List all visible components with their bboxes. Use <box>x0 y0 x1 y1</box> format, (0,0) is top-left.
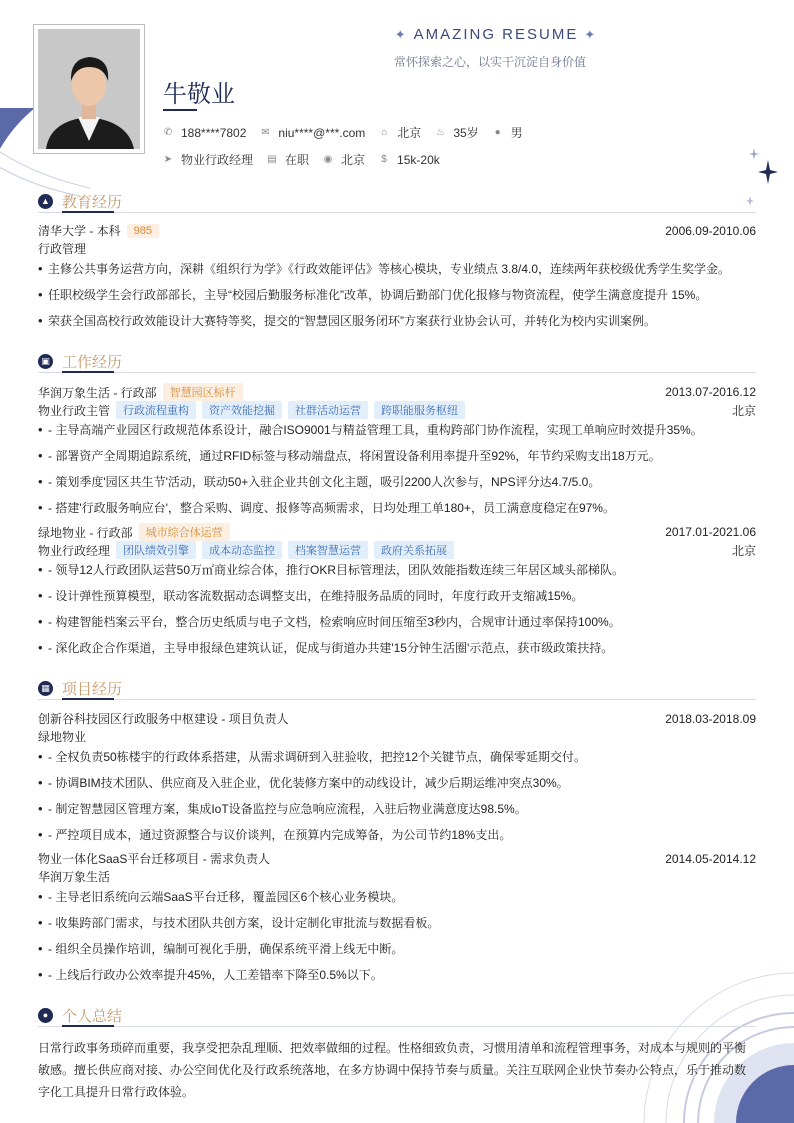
role: 物业行政经理 <box>38 543 111 558</box>
name-underline <box>163 109 197 111</box>
list-item: • - 设计弹性预算模型，联动客流数据动态调整支出，在维持服务品质的同时，年度行政开支缩减15%。 <box>38 587 758 604</box>
list-item: • 主修公共事务运营方向，深耕《组织行为学》《行政效能评估》等核心模块，专业绩点 3.8/4.0，连续两年获校级优秀学生奖学金。 <box>38 260 758 277</box>
section-divider <box>38 212 756 213</box>
company: 华润万象生活 - 行政部 <box>38 385 157 400</box>
education-major-row <box>38 240 756 257</box>
company: 绿地物业 - 行政部 <box>38 525 133 540</box>
money-icon: $ <box>381 153 387 165</box>
section-divider <box>38 1026 756 1027</box>
project-header <box>38 850 756 867</box>
skill-tag: 资产效能挖掘 <box>202 401 282 419</box>
list-item: • - 制定智慧园区管理方案，集成IoT设备监控与应急响应流程，入驻后物业满意度达98.5%。 <box>38 800 758 817</box>
skill-tag: 政府关系拓展 <box>374 541 454 559</box>
list-item: • - 构建智能档案云平台，整合历史纸质与电子文档，检索响应时间压缩至3秒内，合规审计通过率保持100%。 <box>38 613 758 630</box>
list-item: • - 搭建'行政服务响应台'，整合采购、调度、报修等高频需求，日均处理工单180+，员工满意度稳定在97%。 <box>38 499 758 516</box>
intent-status: 在职 <box>285 153 310 167</box>
section-project-title: ▦ 项目经历 <box>38 678 122 699</box>
role: 物业行政主管 <box>38 403 111 418</box>
section-divider <box>38 699 756 700</box>
list-item: • - 上线后行政办公效率提升45%，人工差错率下降至0.5%以下。 <box>38 966 758 983</box>
age: 35岁 <box>453 126 479 140</box>
slogan: 常怀探索之心，以实干沉淀自身价值 <box>393 55 586 69</box>
education-header <box>38 222 756 239</box>
intent-city: 北京 <box>341 153 366 167</box>
send-icon: ➤ <box>163 153 173 165</box>
gender: 男 <box>510 126 523 140</box>
section-summary-title: ● 个人总结 <box>38 1005 122 1026</box>
skill-tag: 社群活动运营 <box>288 401 368 419</box>
work-role-row <box>38 401 756 419</box>
section-work-title: ▣ 工作经历 <box>38 351 122 372</box>
project-date: 2018.03-2018.09 <box>665 711 756 726</box>
sparkle-decoration <box>744 146 784 210</box>
star-icon: ✦ <box>584 27 598 42</box>
list-item: • - 全权负责50栋楼宇的行政体系搭建，从需求调研到入驻验收，把控12个关键节点，确保零延期交付。 <box>38 748 758 765</box>
list-item: • - 收集跨部门需求，与技术团队共创方案，设计定制化审批流与数据看板。 <box>38 914 758 931</box>
avatar <box>38 29 140 149</box>
list-item: • - 领导12人行政团队运营50万㎡商业综合体，推行OKR目标管理法，团队效能指数连续三年居区域头部梯队。 <box>38 561 758 578</box>
summary-text: 日常行政事务琐碎而重要，我享受把杂乱理顺、把效率做细的过程。性格细致负责，习惯用清单和流程管理事务，对成本与规则的平衡敏感。擅长供应商对接、办公空间优化及行政系统落地，在多方协调中保持节奏与质量。关注互联网企业快节奏办公特点，乐于推动数字化工具提升日常行政体验。 <box>38 1041 747 1099</box>
person-icon: ● <box>38 1008 53 1023</box>
project-org-row <box>38 728 756 745</box>
avatar-portrait <box>38 29 140 149</box>
education-date: 2006.09-2010.06 <box>665 223 756 238</box>
list-item: • - 部署资产全周期追踪系统，通过RFID标签与移动端盘点，将闲置设备利用率提升至92%，年节约采购支出18万元。 <box>38 447 758 464</box>
skill-tag: 跨职能服务枢纽 <box>374 401 465 419</box>
project-org-row <box>38 868 756 885</box>
briefcase-icon: ▤ <box>267 153 277 165</box>
company-badge: 城市综合体运营 <box>139 523 230 541</box>
project-header <box>38 710 756 727</box>
project-date: 2014.05-2014.12 <box>665 851 756 866</box>
star-icon: ✦ <box>394 27 408 42</box>
phone-icon: ✆ <box>163 126 173 138</box>
home-icon: ⌂ <box>381 126 388 138</box>
email: niu****@***.com <box>278 125 366 140</box>
work-location: 北京 <box>731 403 756 418</box>
list-item: • - 主导老旧系统向云端SaaS平台迁移，覆盖园区6个核心业务模块。 <box>38 888 758 905</box>
brand-title: ✦ AMAZING RESUME ✦ <box>394 26 598 43</box>
work-date: 2017.01-2021.06 <box>665 525 756 539</box>
grid-icon: ▦ <box>38 681 53 696</box>
candidate-name: 牛敬业 <box>163 81 235 108</box>
avatar-frame <box>33 24 145 154</box>
city: 北京 <box>397 126 422 140</box>
section-divider <box>38 372 756 373</box>
section-education-title: ▲ 教育经历 <box>38 191 122 212</box>
school: 清华大学 - 本科 <box>38 224 121 238</box>
project-org: 绿地物业 <box>38 730 87 744</box>
list-item: • 任职校级学生会行政部部长，主导“校园后勤服务标准化”改革，协调后勤部门优化报修与物资流程，使学生满意度提升 15%。 <box>38 286 758 303</box>
mail-icon: ✉ <box>261 126 270 138</box>
skill-tag: 行政流程重构 <box>116 401 196 419</box>
contact-row <box>163 124 537 141</box>
work-role-row <box>38 541 756 559</box>
skill-tag: 档案智慧运营 <box>288 541 368 559</box>
skill-tag: 团队绩效引擎 <box>116 541 196 559</box>
list-item: • - 协调BIM技术团队、供应商及入驻企业，优化装修方案中的动线设计，减少后期运维冲突点30%。 <box>38 774 758 791</box>
cake-icon: ♨ <box>435 126 445 138</box>
list-item: • - 主导高端产业园区行政规范体系设计，融合ISO9001与精益管理工具，重构跨部门协作流程，实现工单响应时效提升35%。 <box>38 421 758 438</box>
company-badge: 智慧园区标杆 <box>163 383 243 401</box>
briefcase-icon: ▣ <box>38 354 53 369</box>
work-date: 2013.07-2016.12 <box>665 385 756 399</box>
list-item: • - 深化政企合作渠道，主导申报绿色建筑认证，促成与街道办共建'15分钟生活圈'示范点，获市级政策扶持。 <box>38 639 758 656</box>
list-item: • - 策划季度'园区共生节'活动，联动50+入驻企业共创文化主题，吸引2200人次参与，NPS评分达4.7/5.0。 <box>38 473 758 490</box>
list-item: • 荣获全国高校行政效能设计大赛特等奖，提交的“智慧园区服务闭环”方案获行业协会认可，并转化为校内实训案例。 <box>38 312 758 329</box>
project-title: 创新谷科技园区行政服务中枢建设 - 项目负责人 <box>38 712 289 726</box>
work-header <box>38 523 756 541</box>
phone: 188****7802 <box>181 125 247 140</box>
intent-salary: 15k-20k <box>397 152 440 167</box>
list-item: • - 严控项目成本，通过资源整合与议价谈判，在预算内完成筹备，为公司节约18%支出。 <box>38 826 758 843</box>
intent-row <box>163 151 454 168</box>
work-location: 北京 <box>731 543 756 558</box>
location-icon: ◉ <box>323 153 333 165</box>
skill-tag: 成本动态监控 <box>202 541 282 559</box>
list-item: • - 组织全员操作培训，编制可视化手册，确保系统平滑上线无中断。 <box>38 940 758 957</box>
school-tag: 985 <box>127 224 159 238</box>
work-header <box>38 383 756 401</box>
major: 行政管理 <box>38 242 87 256</box>
intent-position: 物业行政经理 <box>181 153 254 167</box>
project-title: 物业一体化SaaS平台迁移项目 - 需求负责人 <box>38 852 271 866</box>
gender-icon: ● <box>494 126 501 138</box>
graduation-cap-icon: ▲ <box>38 194 53 209</box>
project-org: 华润万象生活 <box>38 870 111 884</box>
